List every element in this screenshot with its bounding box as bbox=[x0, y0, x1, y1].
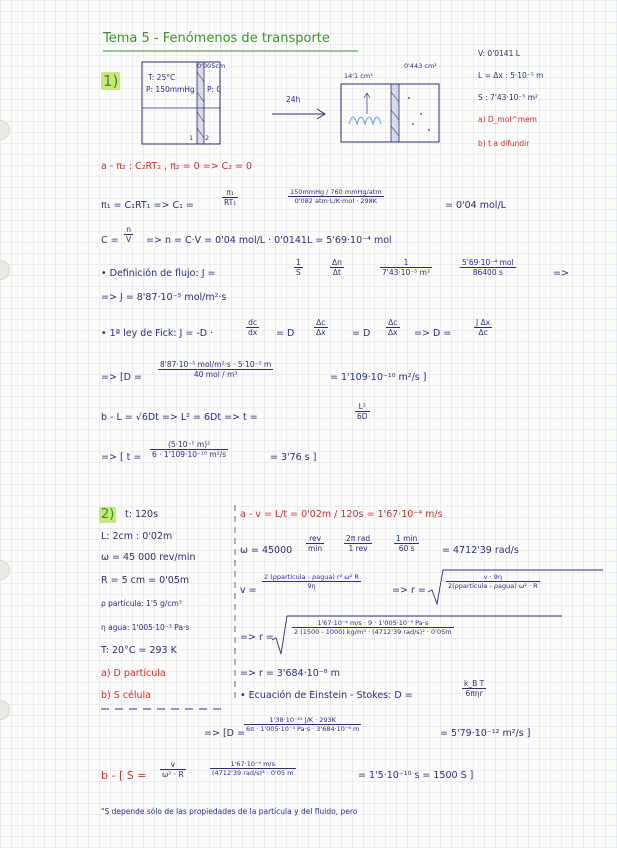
given-volume: V: 0'0141 L bbox=[478, 49, 520, 58]
moles-eq-prefix: C = bbox=[101, 235, 119, 246]
flux-definition-prefix: • Definición de flujo: J = bbox=[101, 268, 216, 279]
given-time: t: 120s bbox=[125, 509, 159, 520]
radius-result: => r = 3'684·10⁻⁸ m bbox=[240, 668, 340, 679]
time-result: = 3'76 s ] bbox=[270, 452, 317, 463]
diffusion-coef-prefix: => [D = bbox=[101, 372, 142, 383]
box1-pressure-side2: P: 0 bbox=[207, 85, 222, 94]
given-radius: R = 5 cm = 0'05m bbox=[101, 575, 190, 586]
fraction: $\frac{\text{(5·10⁻⁵ m)²}}{\text{6 · 1'109·10⁻¹⁰ m²/s}}$ bbox=[152, 440, 227, 459]
given-thickness: L = Δx : 5·10⁻⁵ m bbox=[478, 71, 544, 80]
fraction: $\frac{v}{\text{ω² · R}}$ bbox=[162, 760, 184, 779]
fraction: 8'87·10⁻⁵ mol/m²·s · 5·10⁻⁵ m 40 mol / m³ bbox=[160, 360, 272, 379]
part-2b-prefix: b - [ S = bbox=[101, 769, 147, 782]
time-arrow bbox=[272, 108, 332, 122]
fraction: $\frac{\Delta c}{\Delta x}$ bbox=[388, 318, 398, 337]
fick-eq-mid2: = D bbox=[352, 328, 371, 339]
given-water-viscosity: η agua: 1'005·10⁻³ Pa·s bbox=[101, 623, 190, 632]
box2-area: 0'443 cm² bbox=[404, 62, 437, 70]
diffusion-2-prefix: => [D = bbox=[204, 728, 245, 739]
fick-eq-mid3: => D = bbox=[414, 328, 452, 339]
side-2-label: 2 bbox=[205, 134, 210, 142]
question-2b: b) S célula bbox=[101, 690, 151, 701]
given-area: S : 7'43·10⁻⁵ m² bbox=[478, 93, 539, 102]
fraction: $\frac{1}{S}$ bbox=[296, 258, 301, 277]
page-title: Tema 5 - Fenómenos de transporte bbox=[103, 31, 330, 46]
membrane-box-final bbox=[341, 84, 441, 146]
box1-pressure-side1: P: 150mmHg bbox=[146, 85, 195, 94]
fraction: $\frac{1}{\text{7'43·10⁻⁵ m²}}$ bbox=[382, 258, 430, 277]
fraction: $\frac{\text{1'38·10⁻²³ J/K · 293K}}{\text{6π · 1'005·10⁻³ Pa·s · 3'684·10⁻⁸ m}}$ bbox=[246, 716, 360, 733]
fraction: 1'67·10⁻⁴ m/s (4712'39 rad/s)² · 0'05 m bbox=[212, 760, 294, 777]
box2-volume: 14'1 cm³ bbox=[344, 72, 373, 80]
fraction: k_B T 6πηr bbox=[464, 679, 485, 698]
fraction: v · 9η 2(ρpartícula - ρagua) ω² · R bbox=[448, 573, 538, 590]
fraction: $\frac{dc}{dx}$ bbox=[248, 318, 258, 337]
fraction: $\frac{\text{L²}}{6D}$ bbox=[357, 402, 368, 421]
concentration-result: = 0'04 mol/L bbox=[445, 200, 506, 211]
fraction: $\frac{\Delta c}{\Delta x}$ bbox=[316, 318, 326, 337]
diffusion-2-result: = 5'79·10⁻¹² m²/s ] bbox=[440, 728, 531, 739]
given-particle-density: ρ partícula: 1'5 g/cm³ bbox=[101, 599, 182, 608]
problem-2-label: 2) bbox=[101, 507, 115, 522]
arrow-label-time: 24h bbox=[286, 95, 301, 104]
fraction: 2π rad 1 rev bbox=[346, 534, 371, 553]
punch-hole bbox=[0, 260, 10, 280]
fraction: 5'69·10⁻⁴ mol 86400 s bbox=[462, 258, 514, 277]
part-2a-velocity: a - v = L/t = 0'02m / 120s = 1'67·10⁻⁴ m/s bbox=[240, 509, 443, 520]
dashed-separator bbox=[101, 708, 231, 712]
punch-hole bbox=[0, 700, 10, 720]
time-prefix: => [ t = bbox=[101, 452, 142, 463]
flux-result: => J = 8'87·10⁻⁵ mol/m²·s bbox=[101, 292, 227, 303]
fraction: $\frac{\Delta n}{\Delta t}$ bbox=[332, 258, 342, 277]
angular-conversion-prefix: ω = 45000 bbox=[240, 545, 293, 556]
fraction: $\frac{\text{J Δx}}{\Delta c}$ bbox=[476, 318, 491, 337]
part-b-line1: b - L = √6Dt => L² = 6Dt => t = bbox=[101, 412, 258, 423]
question-b: b) t a difundir bbox=[478, 139, 530, 148]
box1-temperature: T: 25°C bbox=[148, 73, 176, 82]
concentration-eq-prefix: π₁ = C₁RT₁ => C₁ = bbox=[101, 200, 194, 211]
moles-eq: => n = C·V = 0'04 mol/L · 0'0141L = 5'69·10⁻⁴ mol bbox=[146, 235, 392, 246]
angular-velocity-result: = 4712'39 rad/s bbox=[442, 545, 519, 556]
given-length: L: 2cm : 0'02m bbox=[101, 531, 173, 542]
fraction: 1 min 60 s bbox=[396, 534, 418, 553]
fraction: 150mmHg / 760 mmHg/atm 0'082 atm·L/K·mol · 298K bbox=[290, 188, 382, 205]
diffusion-coef-result: = 1'109·10⁻¹⁰ m²/s ] bbox=[330, 372, 427, 383]
fick-law-prefix: • 1ª ley de Fick: J = -D · bbox=[101, 328, 214, 339]
sedimentation-velocity-prefix: v = bbox=[240, 585, 257, 596]
sedimentation-coef-result: = 1'5·10⁻¹⁰ s = 1500 S ] bbox=[358, 770, 474, 781]
given-temperature: T: 20°C = 293 K bbox=[101, 645, 177, 656]
fraction: 1'67·10⁻⁴ m/s · 9 · 1'005·10⁻³ Pa·s 2 (1500 - 1000) kg/m³ · (4712'39 rad/s)² · 0'05m bbox=[294, 619, 452, 636]
flux-implies: => bbox=[553, 268, 569, 279]
side-1-label: 1 bbox=[189, 134, 194, 142]
column-divider bbox=[234, 505, 238, 705]
fraction: rev min bbox=[308, 534, 323, 553]
punch-hole bbox=[0, 560, 10, 580]
title-underline bbox=[103, 50, 363, 54]
fraction: $\frac{\text{π₁}}{\text{RT₁}}$ bbox=[224, 188, 237, 207]
fick-eq-mid: = D bbox=[276, 328, 295, 339]
problem-1-label: 1) bbox=[103, 72, 119, 90]
given-angular-velocity: ω = 45 000 rev/min bbox=[101, 552, 196, 563]
einstein-stokes-prefix: • Ecuación de Einstein - Stokes: D = bbox=[240, 690, 413, 701]
membrane-thickness: 0'005cm bbox=[197, 62, 226, 70]
question-2a: a) D partícula bbox=[101, 668, 166, 679]
fraction: $\frac{n}{V}$ bbox=[126, 225, 132, 244]
question-a: a) D_mol^mem bbox=[478, 115, 537, 124]
part-a-line1: a - π₂ : C₂RT₂ , π₂ = 0 => C₂ = 0 bbox=[101, 161, 253, 172]
closing-note: "S depende sólo de las propiedades de la partícula y del fluido, pero bbox=[101, 807, 358, 816]
fraction: 2 (ρpartícula - ρagua) r² ω² R 9η bbox=[264, 573, 359, 590]
radius-substitution-prefix: => r = bbox=[240, 632, 274, 643]
punch-hole bbox=[0, 120, 10, 140]
radius-implies: => r = bbox=[392, 585, 426, 596]
